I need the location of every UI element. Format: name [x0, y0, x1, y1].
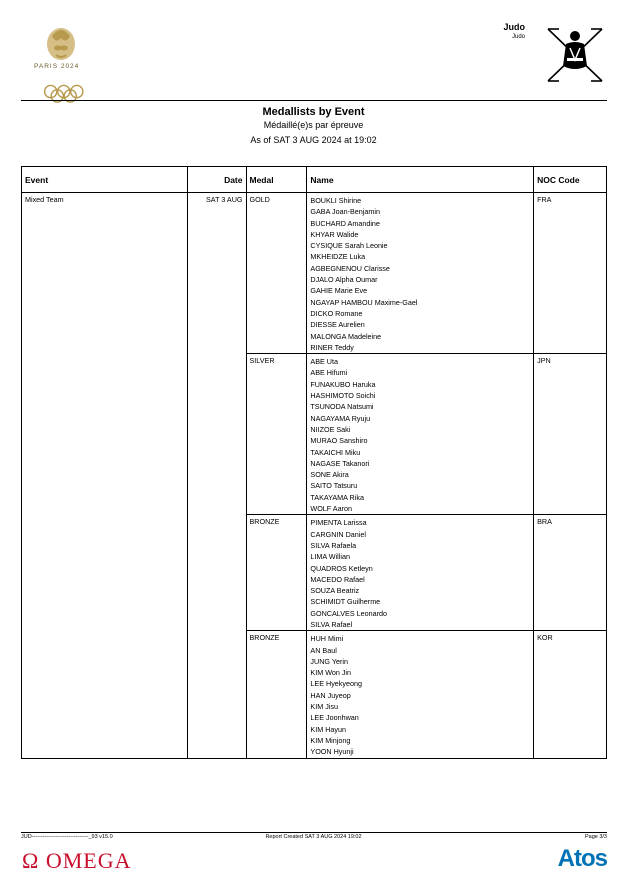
athlete-name: KIM Hayun — [310, 724, 346, 734]
header-noc: NOC Code — [534, 167, 607, 193]
athlete-name: KHYAR Walide — [310, 229, 359, 239]
athlete-name: MKHEIDZE Luka — [310, 252, 366, 262]
athlete-name: WOLF Aaron — [310, 504, 352, 514]
athlete-name: SAITO Tatsuru — [310, 481, 358, 491]
athlete-name: DIESSE Aurelien — [310, 320, 365, 330]
athlete-name: DJALO Alpha Oumar — [310, 275, 378, 285]
header-event: Event — [22, 167, 188, 193]
athlete-name: NAGASE Takanori — [310, 458, 370, 468]
noc-cell: FRA — [534, 193, 607, 354]
athlete-name: MACEDO Rafael — [310, 574, 365, 584]
table-header-row — [22, 167, 607, 193]
athlete-name: NGAYAP HAMBOU Maxime-Gael — [310, 297, 418, 307]
date-cell: SAT 3 AUG — [187, 193, 246, 354]
table-row — [22, 354, 607, 515]
athlete-name: AGBEGNENOU Clarisse — [310, 263, 390, 273]
athlete-name: CARGNIN Daniel — [310, 529, 366, 539]
athlete-name: BOUKLI Shirine — [310, 196, 362, 205]
noc-cell: BRA — [534, 515, 607, 631]
medal-cell: GOLD — [246, 193, 307, 354]
medal-cell: SILVER — [246, 354, 307, 515]
table-row — [22, 193, 607, 354]
athlete-name: GONCALVES Leonardo — [310, 608, 387, 618]
event-cell: Mixed Team — [22, 193, 188, 354]
table-row — [22, 515, 607, 631]
footer-report-code: JUD-------------------------------_93 v15.0 — [21, 834, 113, 840]
omega-logo — [22, 848, 132, 874]
omega-wordmark: OMEGA — [45, 848, 132, 873]
athlete-name: CYSIQUE Sarah Leonie — [310, 241, 388, 251]
medallists-table — [21, 166, 607, 759]
athlete-name: FUNAKUBO Haruka — [310, 379, 376, 389]
noc-cell: JPN — [534, 354, 607, 515]
athlete-name: HUH Mimi — [310, 634, 344, 644]
athlete-name: SCHIMIDT Guilherme — [310, 597, 381, 607]
report-title-block — [0, 106, 627, 145]
names-cell — [307, 193, 534, 354]
header-divider — [21, 100, 607, 101]
athlete-name: TAKAICHI Miku — [310, 447, 361, 457]
names-cell — [307, 354, 534, 515]
athlete-name: KIM Won Jin — [310, 668, 352, 678]
report-title: Medallists by Event — [262, 106, 365, 118]
athlete-name: YOON Hyunji — [310, 747, 354, 757]
athlete-name: SONE Akira — [310, 470, 349, 480]
table-row — [22, 631, 607, 758]
athlete-name: ABE Hifumi — [310, 368, 348, 378]
athlete-name: RINER Teddy — [310, 342, 354, 352]
athlete-name: SOUZA Beatriz — [310, 586, 360, 596]
medal-cell: BRONZE — [246, 631, 307, 758]
athlete-name: LIMA Willian — [310, 552, 350, 562]
athlete-name: AN Baul — [310, 645, 337, 655]
athlete-name: BUCHARD Amandine — [310, 218, 380, 228]
athlete-name: PIMENTA Larissa — [310, 518, 367, 528]
header-name: Name — [307, 167, 534, 193]
athlete-name: TSUNODA Natsumi — [310, 402, 374, 412]
report-subtitle: Médaillé(e)s par épreuve — [263, 120, 364, 130]
paris-2024-logo — [32, 26, 90, 88]
athlete-name: ABE Uta — [310, 357, 338, 367]
noc-cell: KOR — [534, 631, 607, 758]
athlete-name: DICKO Romane — [310, 308, 363, 318]
athlete-name: JUNG Yerin — [310, 656, 348, 666]
athlete-name: LEE Joonhwan — [310, 713, 359, 723]
athlete-name: NIIZOE Saki — [310, 424, 351, 434]
sport-name-en: Judo — [503, 22, 525, 32]
athlete-name: MALONGA Madeleine — [310, 331, 382, 341]
athlete-name: LEE Hyekyeong — [310, 679, 362, 689]
athlete-name: GAHIE Marie Eve — [310, 286, 368, 296]
athlete-name: NAGAYAMA Ryuju — [310, 413, 371, 423]
footer-page-number: Page 3/3 — [584, 834, 607, 840]
footer-divider — [21, 832, 607, 833]
athlete-name: SILVA Rafael — [310, 619, 353, 629]
paris-flame-emblem-icon — [32, 26, 90, 66]
athlete-name: TAKAYAMA Rika — [310, 492, 364, 502]
paris-label: PARIS 2024 — [34, 63, 80, 70]
athlete-name: HAN Juyeop — [310, 690, 351, 700]
header-date: Date — [187, 167, 246, 193]
athlete-name: HASHIMOTO Soichi — [310, 391, 376, 401]
athlete-name: KIM Minjong — [310, 735, 351, 745]
judo-pictogram-icon — [545, 26, 605, 84]
athlete-name: KIM Jisu — [310, 702, 338, 712]
names-cell — [307, 515, 534, 631]
as-of-timestamp: As of SAT 3 AUG 2024 at 19:02 — [250, 135, 377, 145]
omega-symbol-icon: Ω — [22, 848, 46, 873]
athlete-name: SILVA Rafaela — [310, 540, 357, 550]
footer-created: Report Created SAT 3 AUG 2024 19:02 — [265, 834, 362, 840]
atos-logo: Atos — [557, 845, 607, 872]
medal-cell: BRONZE — [246, 515, 307, 631]
athlete-name: GABA Joan-Benjamin — [310, 207, 380, 217]
sport-name-fr: Judo — [511, 34, 525, 40]
athlete-name: MURAO Sanshiro — [310, 436, 368, 446]
athlete-name: QUADROS Ketleyn — [310, 563, 373, 573]
names-cell — [307, 631, 534, 758]
header-medal: Medal — [246, 167, 307, 193]
sport-header — [504, 22, 526, 40]
